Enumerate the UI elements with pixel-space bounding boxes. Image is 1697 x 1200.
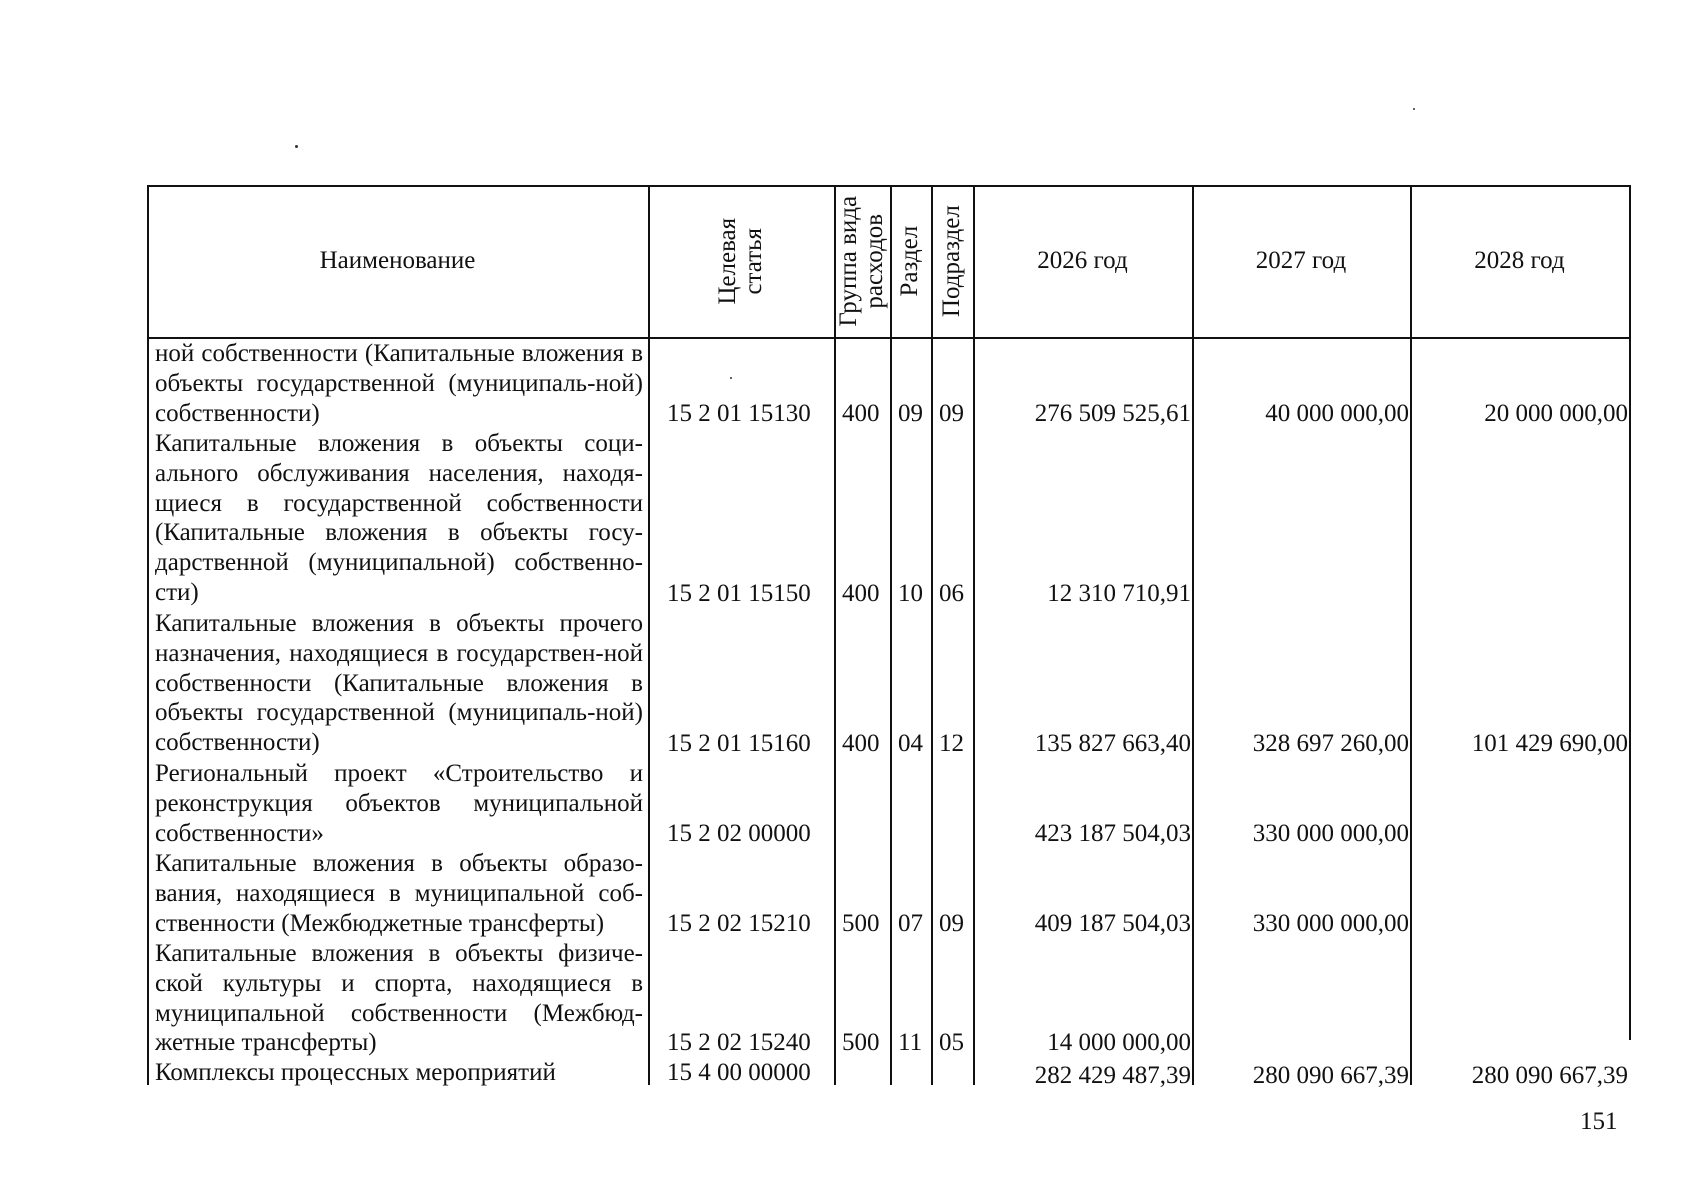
row-code: 15 2 02 00000	[667, 820, 811, 847]
row-subsection: 12	[939, 730, 964, 757]
row-group: 400	[842, 730, 880, 757]
table-border-right	[1629, 185, 1631, 1040]
row-2026: 276 509 525,61	[1034, 400, 1191, 427]
row-name: ной собственности (Капитальные вложения в объекты государственной (муниципаль-ной) собственности)	[155, 340, 643, 427]
header-subsection: Подраздел	[937, 205, 965, 317]
header-expense-group: Группа вида расходов	[834, 195, 888, 327]
header-name: Наименование	[319, 246, 476, 274]
row-group: 400	[842, 580, 880, 607]
row-name: Капитальные вложения в объекты соци-ального обслуживания населения, находя-щиеся в государственной собственности (Капитальные вложения в объекты госу-дарственной (муниципальной) собственно-сти)	[155, 430, 643, 606]
header-2028: 2028 год	[1474, 246, 1565, 274]
row-2026: 14 000 000,00	[1047, 1029, 1191, 1056]
row-2026: 423 187 504,03	[1034, 820, 1191, 847]
row-group: 500	[842, 910, 880, 937]
row-code: 15 2 01 15150	[667, 580, 811, 607]
row-group: 400	[842, 400, 880, 427]
row-code: 15 2 02 15240	[667, 1029, 811, 1056]
row-2026: 12 310 710,91	[1047, 580, 1191, 607]
row-name: Капитальные вложения в объекты образо-вания, находящиеся в муниципальной соб-ственности (Межбюджетные трансферты)	[155, 850, 643, 937]
scan-speck	[295, 145, 298, 148]
row-name: Капитальные вложения в объекты физиче-ской культуры и спорта, находящиеся в муниципальной собственности (Межбюд-жетные трансферты)	[155, 940, 643, 1057]
row-subsection: 09	[939, 910, 964, 937]
row-code: 15 2 01 15160	[667, 730, 811, 757]
row-2028: 20 000 000,00	[1484, 400, 1628, 427]
row-code: 15 2 02 15210	[667, 910, 811, 937]
row-subsection: 06	[939, 580, 964, 607]
scan-speck	[730, 377, 732, 379]
row-section: 07	[898, 910, 923, 937]
row-name: Комплексы процессных мероприятий	[155, 1059, 556, 1086]
row-2027: 280 090 667,39	[1252, 1062, 1409, 1089]
row-2027: 330 000 000,00	[1252, 910, 1409, 937]
row-2028: 101 429 690,00	[1471, 730, 1628, 757]
header-2027: 2027 год	[1255, 246, 1347, 274]
row-2028: 280 090 667,39	[1471, 1062, 1628, 1089]
row-section: 11	[898, 1029, 923, 1056]
scan-speck	[1413, 108, 1415, 110]
row-subsection: 09	[939, 400, 964, 427]
row-subsection: 05	[939, 1029, 964, 1056]
row-name: Региональный проект «Строительство и реконструкция объектов муниципальной собственности»	[155, 760, 643, 847]
row-2027: 40 000 000,00	[1265, 400, 1409, 427]
row-section: 09	[898, 400, 923, 427]
row-2026: 135 827 663,40	[1034, 730, 1191, 757]
header-target-article: Целевая статья	[713, 217, 767, 305]
row-code: 15 4 00 00000	[667, 1059, 811, 1086]
header-2026: 2026 год	[1037, 246, 1128, 274]
row-section: 10	[898, 580, 923, 607]
row-2027: 328 697 260,00	[1252, 730, 1409, 757]
row-section: 04	[898, 730, 923, 757]
row-group: 500	[842, 1029, 880, 1056]
budget-table	[147, 185, 1631, 1089]
row-2026: 282 429 487,39	[1034, 1062, 1191, 1089]
row-name: Капитальные вложения в объекты прочего назначения, находящиеся в государствен-ной собственности (Капитальные вложения в объекты государственной (муниципаль-ной) собственности)	[155, 610, 643, 757]
row-code: 15 2 01 15130	[667, 400, 811, 427]
header-section: Раздел	[896, 225, 924, 297]
row-2026: 409 187 504,03	[1034, 910, 1191, 937]
row-2027: 330 000 000,00	[1252, 820, 1409, 847]
page-number: 151	[1580, 1108, 1618, 1135]
